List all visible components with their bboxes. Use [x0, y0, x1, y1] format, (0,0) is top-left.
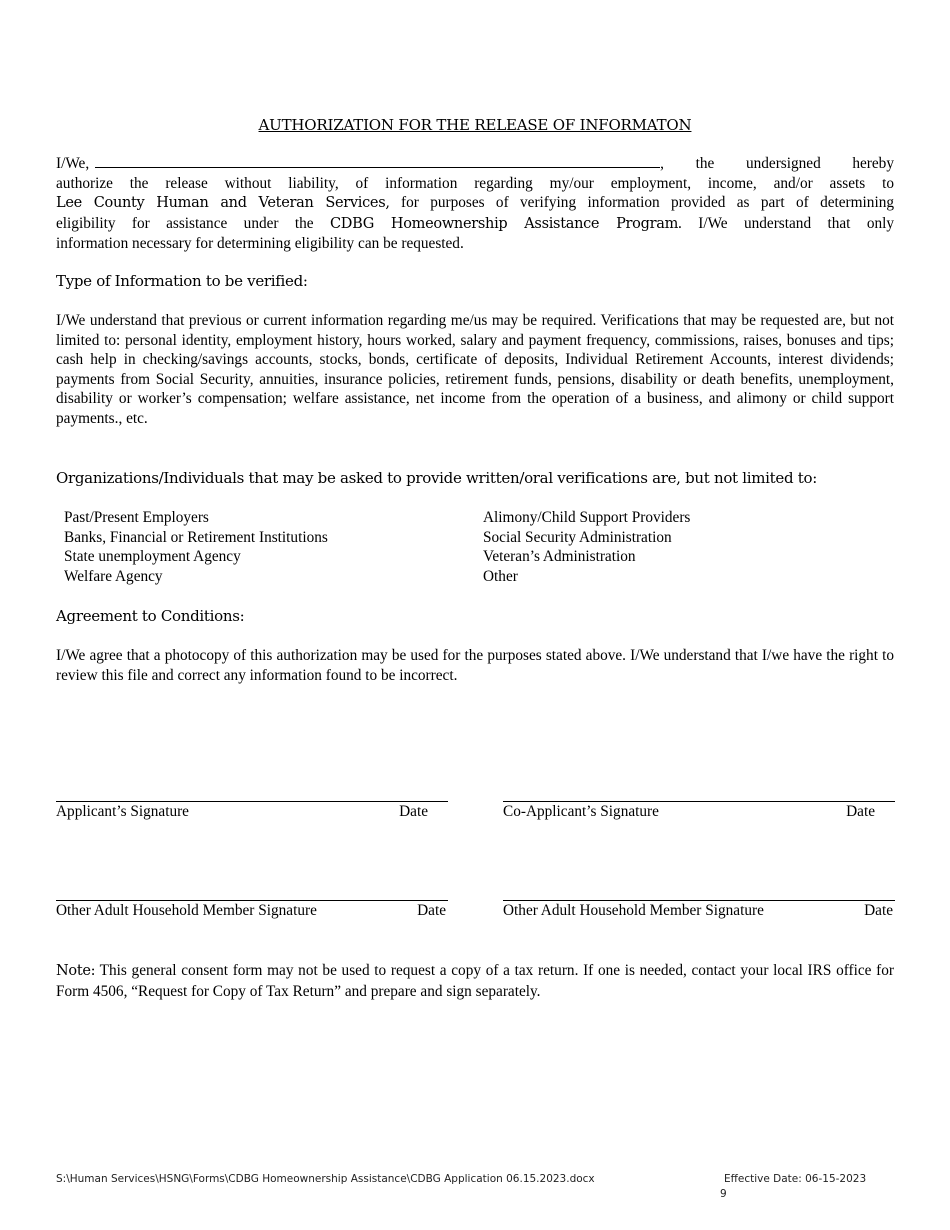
intro-line-4-start: eligibility for assistance under the — [56, 214, 330, 232]
note-text: This general consent form may not be used to request a copy of a tax return. If one is needed, contact your local IRS office for Form 4506, “Request for Copy of Tax Return” and prepare and sign separately. — [56, 962, 894, 1000]
co-applicant-signature-label: Co-Applicant’s Signature — [503, 803, 659, 820]
agreement-paragraph: I/We agree that a photocopy of this authorization may be used for the purposes stated above. I/We understand that I/we have the right to review this file and correct any information found to be incorrect. — [56, 647, 894, 684]
list-item: Veteran’s Administration — [483, 548, 636, 566]
note-label: Note: — [56, 963, 96, 979]
other-adult-signature-line-2[interactable] — [503, 900, 895, 901]
other-adult-signature-label-2: Other Adult Household Member Signature — [503, 902, 764, 919]
date-label: Date — [846, 803, 875, 820]
intro-prefix: I/We, — [56, 155, 90, 172]
name-blank-field[interactable] — [95, 153, 660, 168]
type-paragraph: I/We understand that previous or current information regarding me/us may be required. Verifications that may be requested are, but not limited to: personal identity, employment history, hours worked, salary and payment frequency, commissions, raises, bonuses and tips; cash help in checking/savings accounts, stocks, bonds, certificate of deposits, Individual Retirement Accounts, interest dividends; payments from Social Security, annuities, insurance policies, retirement funds, pensions, disability or death benefits, unemployment, disability or worker’s compensation; welfare assistance, net income from the operation of a business, and alimony or child support payments., etc. — [56, 312, 894, 427]
intro-paragraph — [56, 153, 894, 254]
footer-page-number: 9 — [720, 1188, 727, 1200]
orgs-right-list — [483, 508, 690, 586]
other-adult-signature-block-1 — [56, 900, 448, 920]
intro-line-3 — [56, 193, 894, 214]
list-item: Other — [483, 567, 518, 585]
intro-line-2: authorize the release without liability, of information regarding my/our employment, income, and/or assets to — [56, 174, 894, 192]
footer-effective-date: Effective Date: 06-15-2023 — [724, 1173, 867, 1185]
list-item: Banks, Financial or Retirement Institutions — [64, 528, 328, 546]
other-adult-signature-label-1: Other Adult Household Member Signature — [56, 902, 317, 919]
footer-file-path: S:\Human Services\HSNG\Forms\CDBG Homeownership Assistance\CDBG Application 06.15.2023.docx — [56, 1173, 595, 1185]
org-name: Lee County Human and Veteran Services, — [56, 195, 390, 212]
agreement-heading: Agreement to Conditions: — [56, 607, 245, 625]
date-label: Date — [864, 902, 893, 919]
list-item: Social Security Administration — [483, 528, 672, 546]
applicant-signature-block — [56, 801, 448, 821]
program-name: CDBG Homeownership Assistance Program — [329, 215, 679, 232]
intro-line-4 — [56, 214, 894, 235]
note-paragraph — [56, 961, 894, 1001]
list-item: Past/Present Employers — [64, 509, 209, 526]
orgs-left-list — [64, 508, 328, 586]
other-adult-signature-block-2 — [503, 900, 895, 920]
document-title: AUTHORIZATION FOR THE RELEASE OF INFORMATON — [258, 116, 692, 134]
intro-line-4-rest: . I/We understand that only — [678, 214, 895, 232]
intro-line-1 — [56, 153, 894, 174]
orgs-heading: Organizations/Individuals that may be asked to provide written/oral verifications are, but not limited to: — [56, 469, 817, 487]
other-adult-signature-line-1[interactable] — [56, 900, 448, 901]
applicant-signature-label: Applicant’s Signature — [56, 803, 189, 820]
type-heading: Type of Information to be verified: — [56, 272, 308, 290]
date-label: Date — [399, 803, 428, 820]
date-label: Date — [417, 902, 446, 919]
co-applicant-signature-block — [503, 801, 895, 821]
list-item: State unemployment Agency — [64, 548, 241, 566]
list-item: Welfare Agency — [64, 567, 163, 585]
list-item: Alimony/Child Support Providers — [483, 509, 691, 526]
intro-after-blank: , the undersigned hereby — [660, 155, 894, 172]
intro-line-3-rest: for purposes of verifying information provided as part of determining — [389, 194, 894, 212]
co-applicant-signature-line[interactable] — [503, 801, 895, 802]
intro-line-5: information necessary for determining eligibility can be requested. — [56, 235, 464, 253]
applicant-signature-line[interactable] — [56, 801, 448, 802]
